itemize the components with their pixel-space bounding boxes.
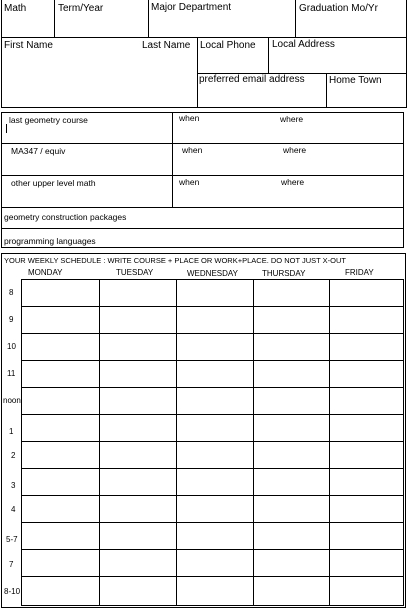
- grid-line: [21, 549, 403, 550]
- last-name-label: Last Name: [142, 40, 191, 51]
- math-label: Math: [4, 3, 27, 14]
- other-upper-level-math-label: other upper level math: [11, 178, 96, 188]
- when-label: when: [182, 145, 203, 155]
- graduation-label: Graduation Mo/Yr: [299, 3, 378, 14]
- first-name-label: First Name: [4, 40, 53, 51]
- hour-label: 8-10: [4, 587, 21, 596]
- hour-label: 8: [9, 288, 14, 297]
- day-header-monday: MONDAY: [28, 268, 63, 277]
- extras-divider: [1, 228, 404, 229]
- when-label: when: [179, 177, 200, 187]
- header-divider: [148, 0, 149, 37]
- grid-line: [21, 279, 22, 606]
- programming-languages-label: programming languages: [4, 236, 96, 246]
- hour-label: noon: [3, 396, 21, 405]
- grid-line: [21, 414, 403, 415]
- day-header-thursday: THURSDAY: [262, 269, 306, 278]
- header-divider: [326, 73, 327, 108]
- grid-line: [21, 441, 403, 442]
- schedule-title: YOUR WEEKLY SCHEDULE : WRITE COURSE + PLACE OR WORK+PLACE. DO NOT JUST X-OUT: [4, 256, 347, 265]
- header-box: [1, 0, 407, 108]
- home-town-label: Home Town: [329, 75, 382, 86]
- grid-line: [21, 279, 403, 280]
- hour-label: 1: [9, 427, 14, 436]
- day-header-wednesday: WEDNESDAY: [187, 269, 238, 278]
- course-cursor: [6, 124, 7, 133]
- when-label: when: [179, 113, 200, 123]
- grid-line: [21, 387, 403, 388]
- grid-line: [329, 279, 330, 606]
- major-department-label: Major Department: [151, 2, 232, 13]
- local-phone-label: Local Phone: [200, 40, 256, 51]
- grid-line: [253, 279, 254, 606]
- course-box: [1, 112, 404, 208]
- course-divider: [1, 143, 404, 144]
- grid-line: [21, 495, 403, 496]
- grid-line: [21, 306, 403, 307]
- hour-label: 11: [7, 369, 16, 378]
- last-geometry-course-label: last geometry course: [9, 115, 88, 125]
- grid-line: [21, 576, 403, 577]
- grid-line: [21, 605, 403, 606]
- day-header-friday: FRIDAY: [345, 268, 374, 277]
- hour-label: 5-7: [6, 535, 18, 544]
- course-divider: [1, 175, 404, 176]
- grid-line: [21, 522, 403, 523]
- local-address-label: Local Address: [272, 39, 335, 50]
- email-label: preferred email address: [199, 74, 305, 85]
- hour-label: 3: [11, 481, 16, 490]
- grid-line: [21, 333, 403, 334]
- hour-label: 2: [11, 451, 16, 460]
- term-year-label: Term/Year: [58, 3, 104, 14]
- header-divider: [54, 0, 55, 37]
- grid-line: [403, 279, 404, 606]
- geometry-packages-label: geometry construction packages: [4, 212, 127, 222]
- grid-line: [21, 360, 403, 361]
- hour-label: 9: [9, 315, 14, 324]
- header-row1-divider: [1, 37, 407, 38]
- header-divider: [268, 37, 269, 74]
- day-header-tuesday: TUESDAY: [116, 268, 154, 277]
- hour-label: 7: [9, 560, 14, 569]
- where-label: where: [283, 145, 307, 155]
- hour-label: 10: [7, 342, 16, 351]
- grid-line: [99, 279, 100, 606]
- header-divider: [295, 0, 296, 37]
- grid-line: [176, 279, 177, 606]
- course-divider: [172, 112, 173, 208]
- where-label: where: [281, 177, 305, 187]
- where-label: where: [280, 114, 304, 124]
- hour-label: 4: [11, 505, 16, 514]
- ma347-label: MA347 / equiv: [11, 146, 66, 156]
- grid-line: [21, 468, 403, 469]
